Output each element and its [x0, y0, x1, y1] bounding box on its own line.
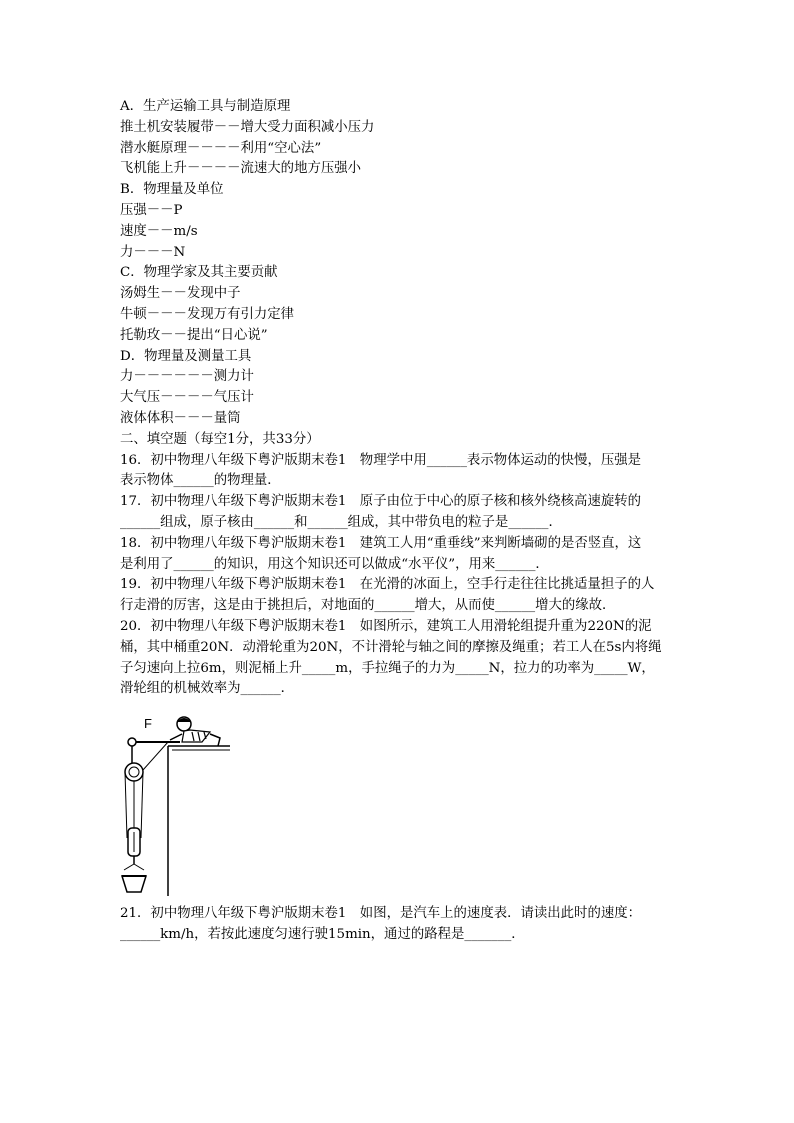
question-line: 16．初中物理八年级下粤沪版期末卷1 物理学中用______表示物体运动的快慢，压强是: [120, 452, 642, 468]
question-19: [120, 575, 680, 617]
section-item: 液体体积－－－量筒: [120, 410, 241, 426]
section-heading: B．物理量及单位: [120, 182, 224, 198]
section-item: 托勒玫－－提出“日心说”: [120, 327, 268, 343]
question-line: 18．初中物理八年级下粤沪版期末卷1 建筑工人用“重垂线”来判断墙砌的是否竖直，这: [120, 535, 642, 551]
fixed-pulley: [125, 763, 143, 781]
section-item: 力－－－N: [120, 244, 186, 260]
section-item: 大气压－－－－气压计: [120, 390, 254, 406]
question-line: 是利用了______的知识，用这个知识还可以做成“水平仪”，用来______．: [120, 556, 549, 572]
part-title: 二、填空题（每空1分，共33分）: [120, 431, 320, 447]
section-item: 力－－－－－－测力计: [120, 369, 254, 385]
question-line: 19．初中物理八年级下粤沪版期末卷1 在光滑的冰面上，空手行走往往比挑适量担子的人: [120, 577, 655, 593]
mud-bucket: [122, 876, 146, 892]
pulley-figure: [120, 712, 230, 896]
section-item: 潜水艇原理－－－－利用“空心法”: [120, 140, 322, 156]
section-item: 牛顿－－－发现万有引力定律: [120, 306, 295, 322]
question-line: 子匀速向上拉6m，则泥桶上升_____m，手拉绳子的力为_____N，拉力的功率为_____W，: [120, 660, 655, 676]
section-heading: C．物理学家及其主要贡献: [120, 265, 278, 281]
rope-middle: [141, 772, 143, 838]
beam-pin: [128, 738, 136, 746]
question-line: 17．初中物理八年级下粤沪版期末卷1 原子由位于中心的原子核和核外绕核高速旋转的: [120, 494, 642, 510]
section-c: [120, 263, 680, 346]
question-line: 桶，其中桶重20N．动滑轮重为20N，不计滑轮与轴之间的摩擦及绳重；若工人在5s内将绳: [120, 639, 662, 655]
worker-leg: [210, 734, 220, 746]
worker-arm: [170, 734, 182, 740]
document-content: [120, 97, 680, 946]
question-20: [120, 617, 680, 700]
section-item: 推土机安装履带－－增大受力面积减小压力: [120, 119, 375, 135]
section-item: 速度－－m/s: [120, 223, 198, 239]
force-label: F: [144, 716, 152, 732]
section-item: 汤姆生－－发现中子: [120, 286, 241, 302]
question-line: 滑轮组的机械效率为______．: [120, 681, 295, 697]
question-line: 20．初中物理八年级下粤沪版期末卷1 如图所示，建筑工人用滑轮组提升重为220N的泥: [120, 618, 652, 634]
question-line: 表示物体______的物理量．: [120, 473, 281, 489]
bucket-handle-left: [124, 864, 134, 870]
question-line: ______组成，原子核由______和______组成，其中带负电的粒子是______．: [120, 514, 562, 530]
question-17: [120, 492, 680, 534]
question-line: ______km/h，若按此速度匀速行驶15min，通过的路程是_______．: [120, 926, 525, 942]
bucket-handle-right: [134, 864, 144, 870]
rope-pull: [143, 742, 168, 770]
worker-body: [182, 730, 210, 742]
question-21: [120, 904, 680, 946]
section-heading: A．生产运输工具与制造原理: [120, 99, 291, 114]
question-line: 行走滑的厉害，这是由于挑担后，对地面的______增大，从而使______增大的缘故．: [120, 598, 616, 614]
section-b: [120, 180, 680, 263]
rope-left: [125, 772, 127, 838]
section-a: [120, 97, 680, 180]
question-18: [120, 534, 680, 576]
pulley-diagram: [120, 712, 230, 896]
section-item: 压强－－P: [120, 202, 183, 218]
question-line: 21．初中物理八年级下粤沪版期末卷1 如图，是汽车上的速度表．请读出此时的速度：: [120, 906, 642, 922]
section-item: 飞机能上升－－－－流速大的地方压强小: [120, 161, 362, 177]
section-heading: D．物理量及测量工具: [120, 348, 252, 364]
question-16: [120, 451, 680, 493]
section-d: [120, 347, 680, 430]
